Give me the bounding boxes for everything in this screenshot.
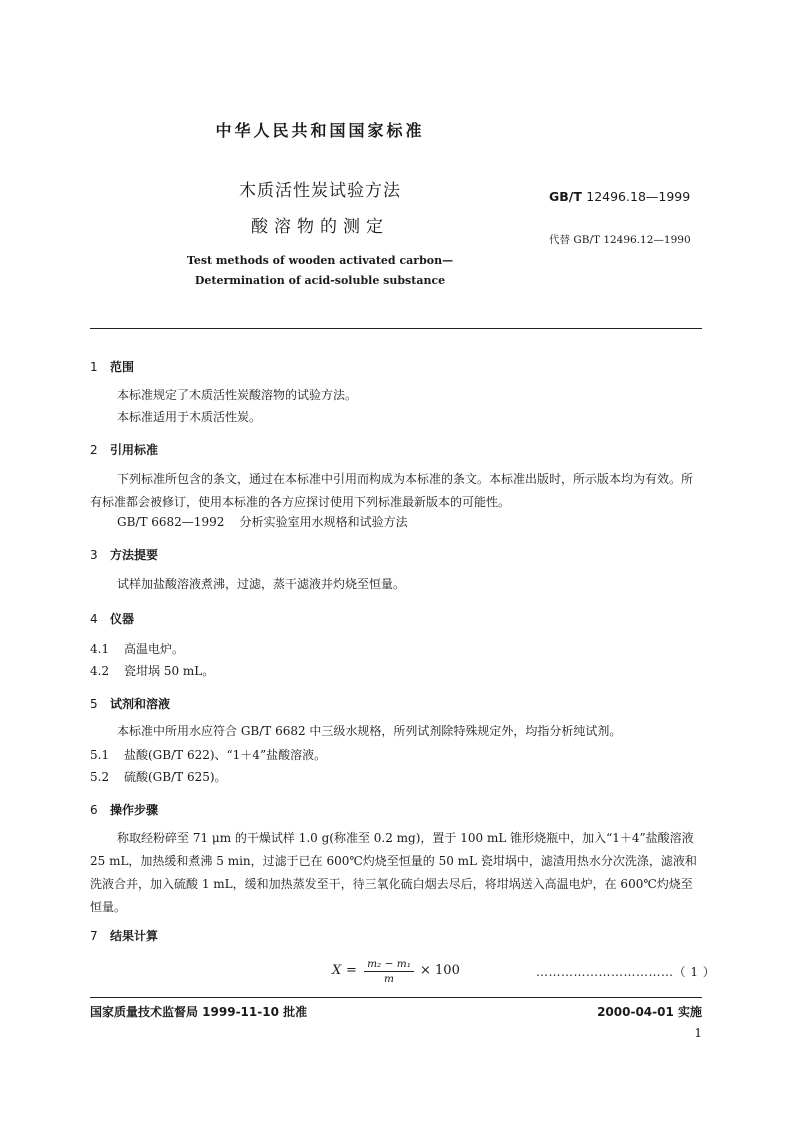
section-2-para-1: 下列标准所包含的条文，通过在本标准中引用而构成为本标准的条文。本标准出版时，所示版本均为有效。所有标准都会被修订，使用本标准的各方应探讨使用下列标准最新版本的可能性。 (90, 472, 694, 509)
section-2-heading: 2 引用标准 (90, 443, 159, 457)
section-5-para-1: 本标准中所用水应符合 GB/T 6682 中三级水规格，所列试剂除特殊规定外，均指分析纯试剂。 (117, 724, 622, 738)
implementation-date: 2000-04-01 实施 (597, 1005, 702, 1019)
formula-numerator: m₂ − m₁ (364, 958, 414, 972)
section-3-para-1: 试样加盐酸溶液煮沸，过滤，蒸干滤液并灼烧至恒量。 (117, 577, 406, 591)
replaces-standard: 代替 GB/T 12496.12—1990 (549, 234, 691, 246)
english-title-line1: Test methods of wooden activated carbon— (186, 254, 454, 267)
section-5-heading: 5 试剂和溶液 (90, 697, 171, 711)
national-standard-heading: 中华人民共和国国家标准 (215, 121, 425, 140)
section-1-para-2: 本标准适用于木质活性炭。 (117, 410, 262, 424)
list-item: 5.2 硫酸(GB/T 625)。 (90, 770, 227, 784)
list-item: 4.2 瓷坩埚 50 mL。 (90, 664, 215, 678)
section-6-para-1: 称取经粉碎至 71 μm 的干燥试样 1.0 g(称准至 0.2 mg)，置于 100 mL 锥形烧瓶中，加入“1＋4”盐酸溶液 25 mL，加热缓和煮沸 5 min，过滤于已在 600℃灼烧至恒量的 50 mL 瓷坩埚中，滤渣用热水分次洗涤，滤液和洗液合并，加入硫酸 1 mL，缓和加热蒸发至干，待三氧化硫白烟去尽后，将坩埚送入高温电炉，在 600℃灼烧至恒量。 (90, 831, 697, 914)
section-3-heading: 3 方法提要 (90, 548, 159, 562)
formula-denominator: m (384, 973, 394, 985)
section-2-reference: GB/T 6682—1992 分析实验室用水规格和试验方法 (117, 515, 408, 529)
formula-multiplier: × 100 (420, 963, 460, 978)
document-title-line2: 酸溶物的测定 (251, 217, 389, 237)
footer-divider (90, 997, 702, 998)
standard-number-value: 12496.18—1999 (586, 189, 691, 204)
document-title-line1: 木质活性炭试验方法 (239, 181, 401, 201)
page-number: 1 (694, 1026, 702, 1040)
section-1-para-1: 本标准规定了木质活性炭酸溶物的试验方法。 (117, 388, 358, 402)
section-7-heading: 7 结果计算 (90, 929, 159, 943)
section-6-heading: 6 操作步骤 (90, 803, 159, 817)
standard-prefix: GB/T (549, 189, 582, 204)
standard-number (549, 189, 690, 204)
list-item: 5.1 盐酸(GB/T 622)、“1＋4”盐酸溶液。 (90, 748, 327, 762)
equation-number: ……………………………（ 1 ） (536, 965, 716, 979)
section-1-heading: 1 范围 (90, 360, 135, 374)
english-title-line2: Determination of acid-soluble substance (194, 274, 446, 287)
list-item: 4.1 高温电炉。 (90, 642, 185, 656)
approval-note: 国家质量技术监督局 1999-11-10 批准 (90, 1005, 308, 1019)
section-4-heading: 4 仪器 (90, 612, 135, 626)
formula-equals: = (346, 963, 357, 978)
formula-lhs: X (332, 963, 342, 978)
header-divider (90, 328, 702, 329)
formula-fraction (364, 958, 414, 985)
